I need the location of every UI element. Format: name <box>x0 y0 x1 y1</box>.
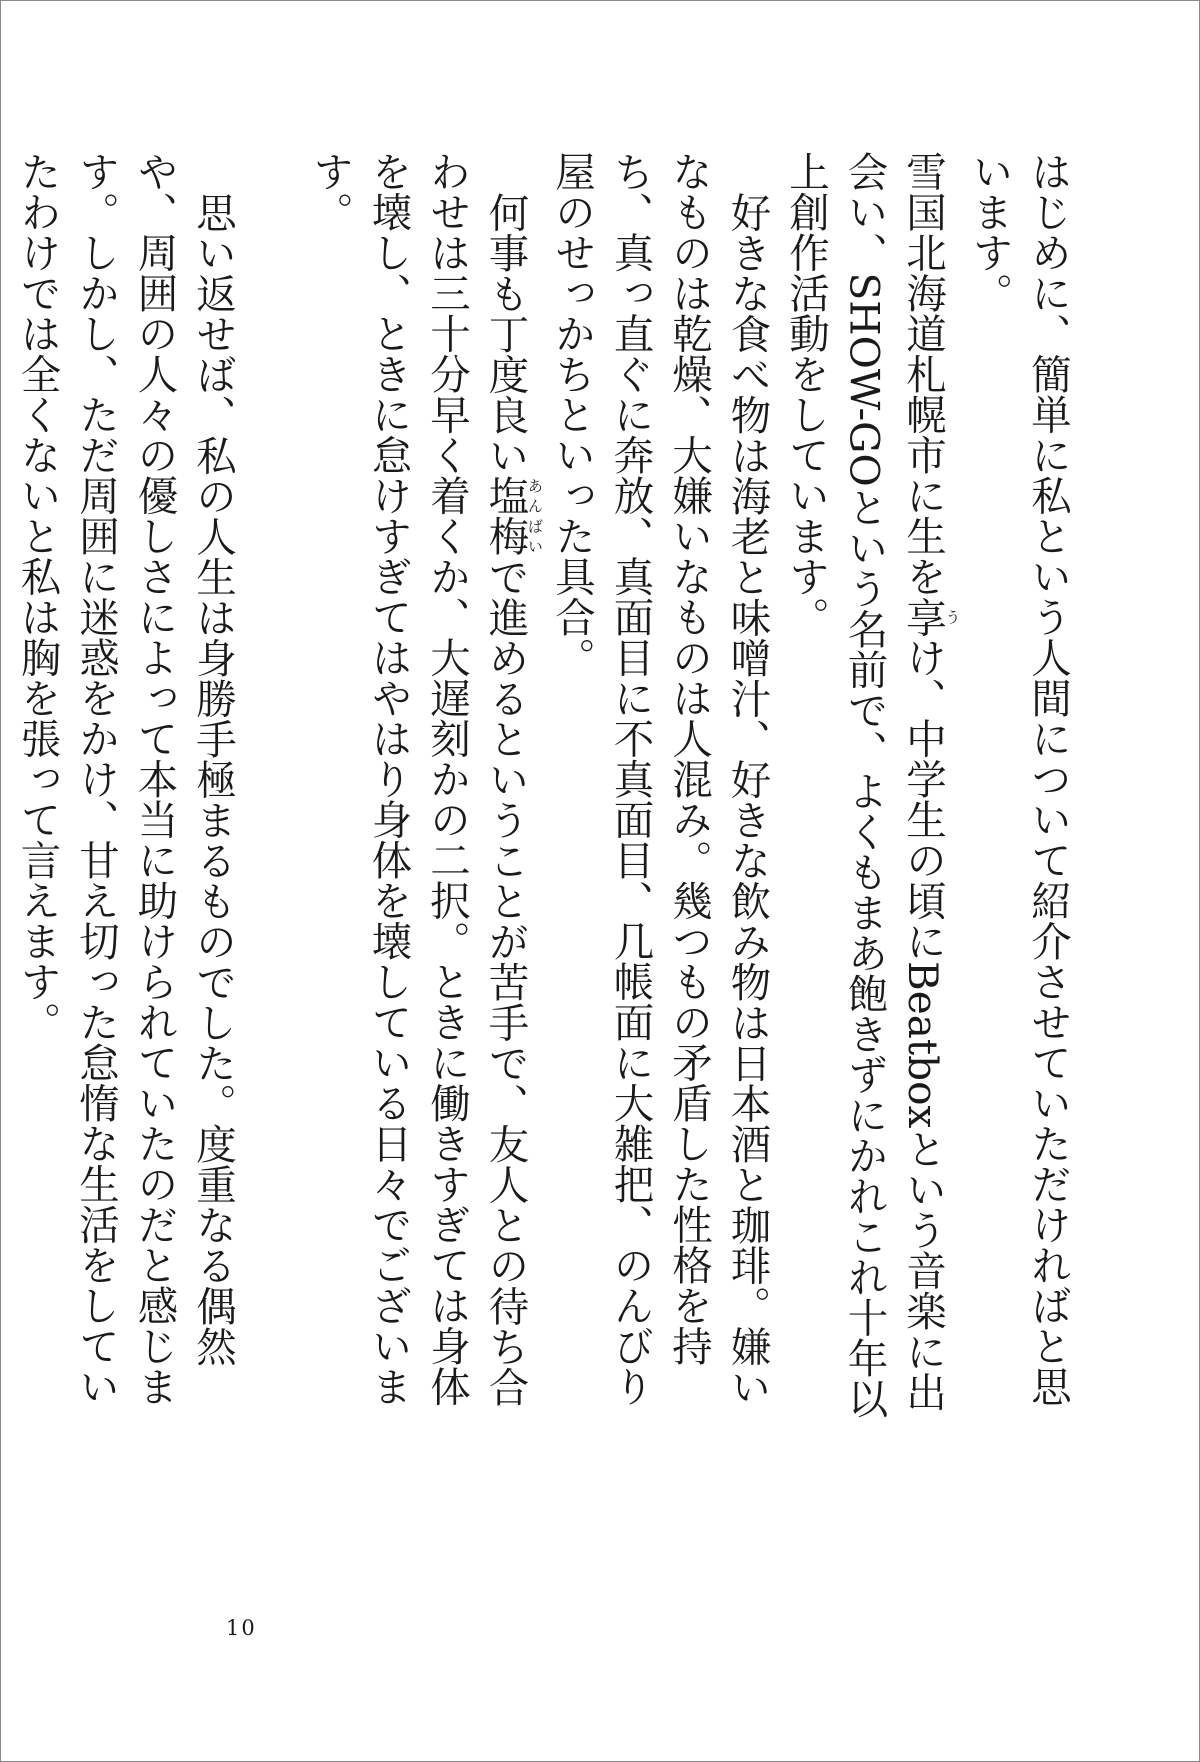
paragraph-p3 <box>543 151 777 1431</box>
text-run: 何事も丁度良い <box>481 191 530 475</box>
page-number: 10 <box>226 1616 257 1640</box>
text-run: 好きな食べ物は海老と味噌汁、好きな飲み物は日本酒と珈琲。嫌いなものは乾燥、大嫌いなものは人混み。幾つもの矛盾した性格を持ち、真っ直ぐに奔放、真面目に不真面目、几帳面に大雑把、のんびり屋のせっかちといった具合。 <box>548 151 772 1407</box>
text-run: という音楽に出会い、 <box>840 151 947 1412</box>
ruby-text: う <box>943 596 961 637</box>
paragraph-p1 <box>960 151 1077 1431</box>
text-run: はじめに、簡単に私という人間について紹介させていただければと思います。 <box>965 151 1072 1407</box>
text-run: という名前で、よくもまあ飽きずにかれこれ十年以上創作活動をしています。 <box>782 151 889 1419</box>
ruby-annotation <box>481 475 544 556</box>
ruby-annotation <box>899 596 961 638</box>
paragraph-p5 <box>8 151 242 1431</box>
ruby-base: 塩梅 <box>481 475 530 556</box>
vertical-text-body <box>8 151 1077 1431</box>
paragraph-p2 <box>777 151 961 1431</box>
paragraph-p4 <box>301 151 543 1431</box>
latin-word: Beatbox <box>899 961 947 1129</box>
ruby-base: 享 <box>899 596 947 637</box>
text-run: け、中学生の頃に <box>899 637 947 961</box>
paragraph-gap <box>242 151 301 1431</box>
text-run: で進めるということが苦手で、友人との待ち合わせは三十分早く着くか、大遅刻かの二択。ときに働きすぎては身体を壊し、ときに怠けすぎてはやはり身体を壊している日々でございます。 <box>306 151 530 1407</box>
latin-word: SHOW-GO <box>840 272 889 487</box>
ruby-text: あんばい <box>525 475 544 556</box>
text-run: 思い返せば、私の人生は身勝手極まるものでした。度重なる偶然や、周囲の人々の優しさによって本当に助けられていたのだと感じます。しかし、ただ周囲に迷惑をかけ、甘え切った怠惰な生活をしていたわけでは全くないと私は胸を張って言えます。 <box>13 151 237 1407</box>
text-run: 雪国北海道札幌市に生を <box>899 151 947 597</box>
